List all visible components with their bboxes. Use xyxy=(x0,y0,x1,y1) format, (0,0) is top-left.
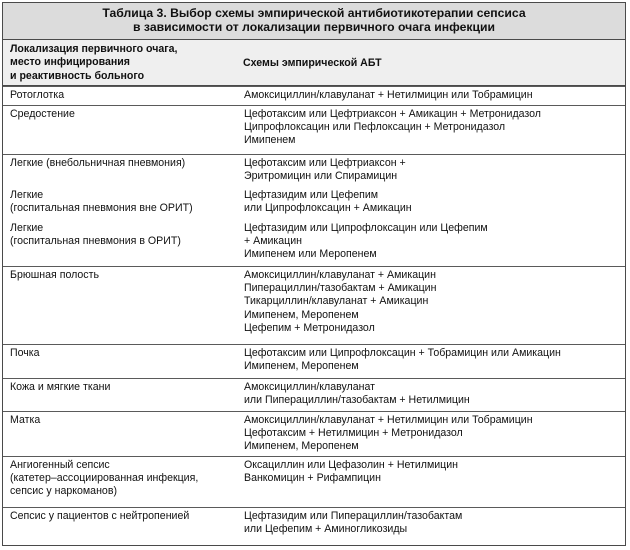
localization-text: Легкие (внебольничная пневмония) xyxy=(10,157,186,169)
cell-therapy xyxy=(244,347,624,373)
localization-text: Легкие xyxy=(10,189,44,201)
cell-therapy xyxy=(244,459,624,485)
localization-text: Матка xyxy=(10,414,41,426)
therapy-text: Имипенем или Меропенем xyxy=(244,248,377,261)
therapy-text: Амоксициллин/клавуланат + Нетилмицин или Тобрамицин xyxy=(244,414,533,426)
therapy-text: + Амикацин xyxy=(244,235,302,248)
table-row xyxy=(3,266,625,334)
localization-text: Кожа и мягкие ткани xyxy=(10,381,111,393)
therapy-text: Ванкомицин + Рифампицин xyxy=(244,472,381,485)
cell-therapy xyxy=(244,108,624,148)
localization-text: Ангиогенный сепсис xyxy=(10,459,110,471)
therapy-text: Имипенем, Меропенем xyxy=(244,440,359,453)
therapy-text: Тикарциллин/клавуланат + Амикацин xyxy=(244,295,429,308)
therapy-text: Цефтазидим или Пиперациллин/тазобактам xyxy=(244,510,463,522)
therapy-text: Амоксициллин/клавуланат xyxy=(244,381,375,393)
header-therapy-schemes: Схемы эмпирической АБТ xyxy=(243,57,382,69)
header-localization xyxy=(10,43,230,83)
cell-therapy xyxy=(244,89,624,102)
localization-text: (госпитальная пневмония вне ОРИТ) xyxy=(10,202,193,215)
cell-localization xyxy=(10,414,238,427)
therapy-text: или Ципрофлоксацин + Амикацин xyxy=(244,202,412,215)
table-row xyxy=(3,411,625,453)
antibiotic-therapy-table xyxy=(2,2,626,546)
therapy-text: Цефепим + Метронидазол xyxy=(244,321,375,334)
table-row xyxy=(3,507,625,536)
cell-therapy xyxy=(244,414,624,454)
table-row xyxy=(3,378,625,407)
localization-text: Брюшная полость xyxy=(10,269,99,281)
therapy-text: Цефтазидим или Ципрофлоксацин или Цефепим xyxy=(244,222,488,234)
table-row xyxy=(3,154,625,183)
cell-therapy xyxy=(244,189,624,215)
table-title-line-1: Таблица 3. Выбор схемы эмпирической антибиотикотерапии сепсиса xyxy=(102,6,526,20)
localization-text: Средостение xyxy=(10,108,75,120)
cell-therapy xyxy=(244,510,624,536)
cell-localization xyxy=(10,510,238,523)
table-row xyxy=(3,105,625,147)
therapy-text: Цефотаксим или Цефтриаксон + Амикацин + Метронидазол xyxy=(244,108,541,120)
therapy-text: или Цефепим + Аминогликозиды xyxy=(244,523,408,536)
table-title-line-2: в зависимости от локализации первичного очага инфекции xyxy=(133,20,495,34)
cell-localization xyxy=(10,89,238,102)
table-row xyxy=(3,456,625,498)
cell-localization xyxy=(10,381,238,394)
table-header xyxy=(3,40,625,86)
cell-localization xyxy=(10,347,238,360)
cell-localization xyxy=(10,157,238,170)
therapy-text: Амоксициллин/клавуланат + Амикацин xyxy=(244,269,436,281)
cell-localization xyxy=(10,459,238,499)
cell-localization xyxy=(10,189,238,215)
localization-text: Почка xyxy=(10,347,40,359)
therapy-text: Имипенем xyxy=(244,134,296,147)
therapy-text: Ципрофлоксацин или Пефлоксацин + Метронидазол xyxy=(244,121,506,134)
therapy-text: Оксациллин или Цефазолин + Нетилмицин xyxy=(244,459,459,471)
therapy-text: Цефотаксим + Нетилмицин + Метронидазол xyxy=(244,427,463,440)
therapy-text: Имипенем, Меропенем xyxy=(244,360,359,373)
cell-therapy xyxy=(244,381,624,407)
localization-text: Легкие xyxy=(10,222,44,234)
cell-therapy xyxy=(244,222,624,262)
cell-therapy xyxy=(244,269,624,335)
localization-text: Сепсис у пациентов с нейтропенией xyxy=(10,510,190,522)
therapy-text: Амоксициллин/клавуланат + Нетилмицин или Тобрамицин xyxy=(244,89,533,101)
therapy-text: Цефотаксим или Цефтриаксон + xyxy=(244,157,406,169)
localization-text: сепсис у наркоманов) xyxy=(10,485,117,498)
table-row xyxy=(3,86,625,101)
therapy-text: Цефтазидим или Цефепим xyxy=(244,189,379,201)
therapy-text: Имипенем, Меропенем xyxy=(244,308,359,321)
localization-text: (катетер–ассоциированная инфекция, xyxy=(10,472,199,485)
therapy-text: Пиперациллин/тазобактам + Амикацин xyxy=(244,282,437,295)
header-localization-line: и реактивность больного xyxy=(10,69,145,82)
therapy-text: или Пиперациллин/тазобактам + Нетилмицин xyxy=(244,394,470,407)
header-localization-line: Локализация первичного очага, xyxy=(10,43,178,55)
table-title xyxy=(3,3,625,40)
cell-localization xyxy=(10,269,238,282)
table-row xyxy=(3,344,625,373)
cell-therapy xyxy=(244,157,624,183)
localization-text: (госпитальная пневмония в ОРИТ) xyxy=(10,235,181,248)
localization-text: Ротоглотка xyxy=(10,89,65,101)
header-localization-line: место инфицирования xyxy=(10,56,130,69)
cell-localization xyxy=(10,222,238,248)
therapy-text: Эритромицин или Спирамицин xyxy=(244,170,398,183)
cell-localization xyxy=(10,108,238,121)
therapy-text: Цефотаксим или Ципрофлоксацин + Тобрамицин или Амикацин xyxy=(244,347,561,359)
